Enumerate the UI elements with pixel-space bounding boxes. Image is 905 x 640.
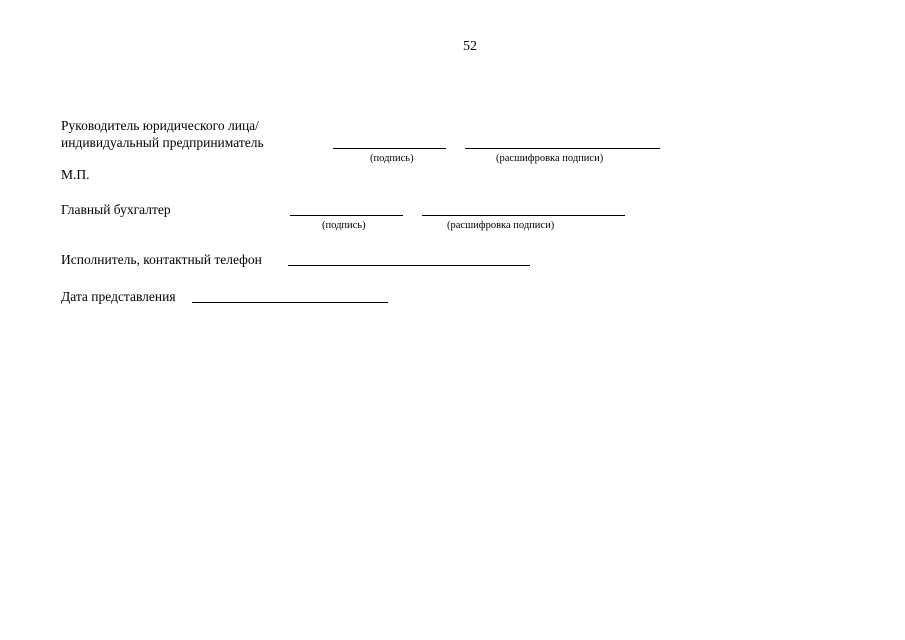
chief-accountant-transcript-caption: (расшифровка подписи) xyxy=(447,220,555,231)
chief-accountant-label: Главный бухгалтер xyxy=(61,202,171,217)
performer-phone-field[interactable] xyxy=(288,265,530,266)
stamp-label: М.П. xyxy=(61,167,90,182)
head-label-line1: Руководитель юридического лица/ xyxy=(61,118,259,133)
head-signature-caption: (подпись) xyxy=(370,153,414,164)
chief-accountant-signature-field[interactable] xyxy=(290,215,403,216)
performer-label: Исполнитель, контактный телефон xyxy=(61,252,262,267)
head-signature-field[interactable] xyxy=(333,148,446,149)
chief-accountant-transcript-field[interactable] xyxy=(422,215,625,216)
head-transcript-field[interactable] xyxy=(465,148,660,149)
page-number: 52 xyxy=(463,39,477,54)
chief-accountant-signature-caption: (подпись) xyxy=(322,220,366,231)
submission-date-field[interactable] xyxy=(192,302,388,303)
head-transcript-caption: (расшифровка подписи) xyxy=(496,153,604,164)
submission-date-label: Дата представления xyxy=(61,289,176,304)
head-label-line2: индивидуальный предприниматель xyxy=(61,135,264,150)
